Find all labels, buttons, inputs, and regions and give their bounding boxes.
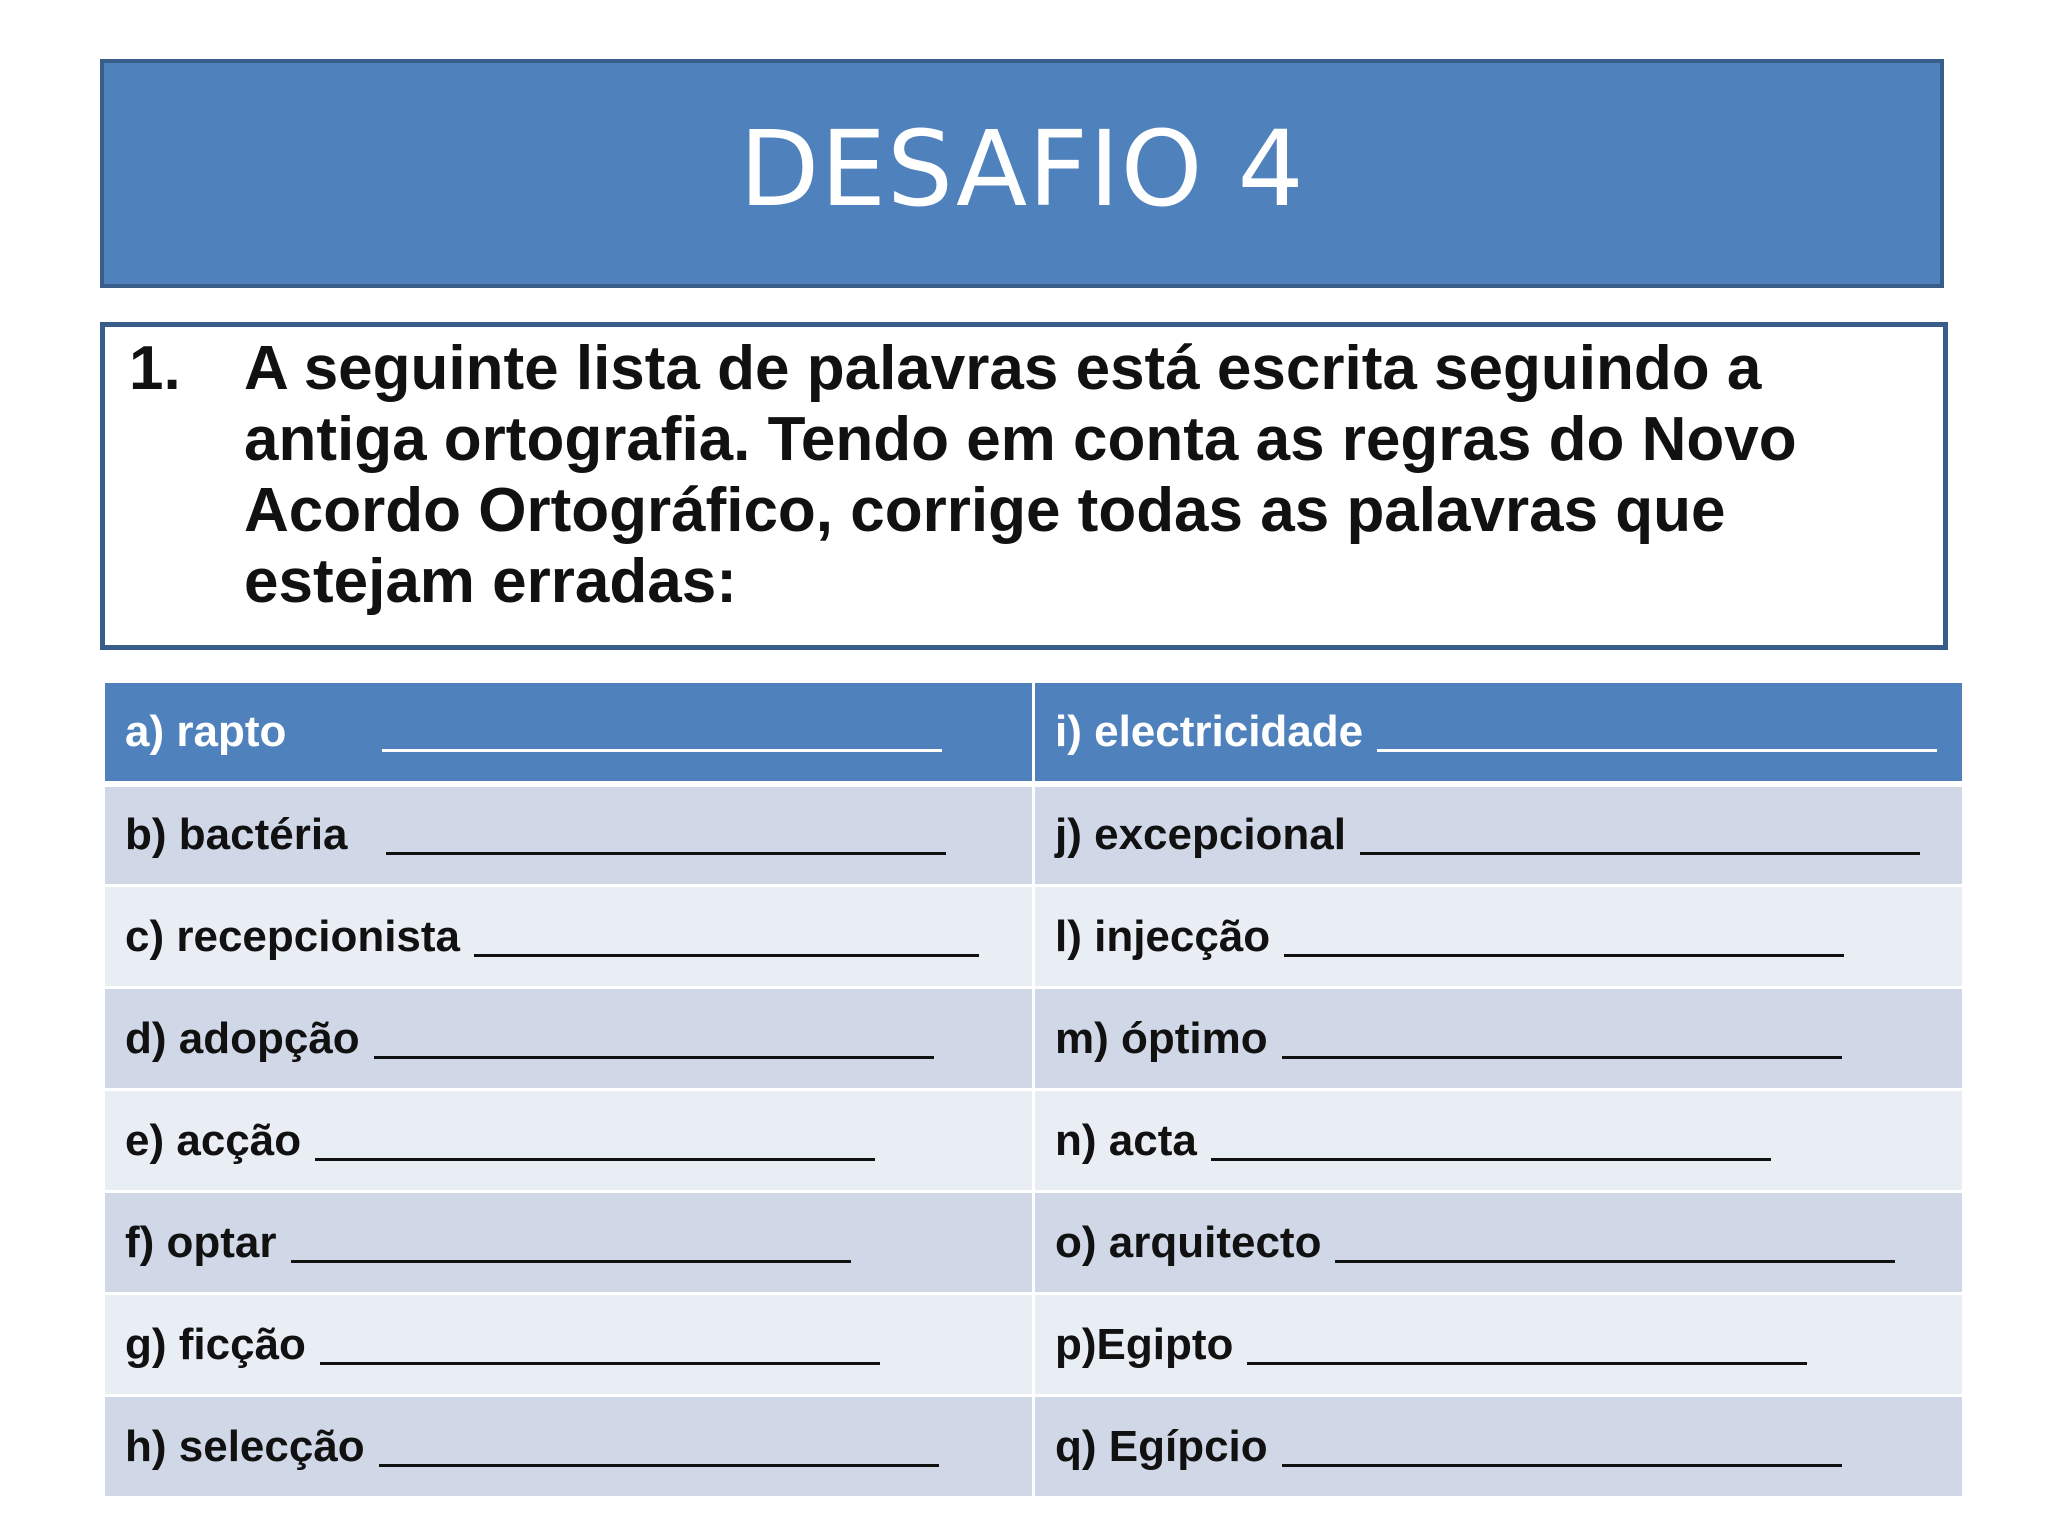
word-cell (1034, 784, 1964, 886)
question-text: A seguinte lista de palavras está escrita seguindo a antiga ortografia. Tendo em conta as regras do Novo Acordo Ortográfico, corrige todas as palavras que estejam erradas: (244, 334, 1797, 616)
word-cell (1034, 886, 1964, 988)
word-cell (1034, 1192, 1964, 1294)
answer-blank (374, 1056, 934, 1059)
question (129, 333, 1903, 617)
answer-blank (1247, 1362, 1807, 1365)
word-label: q) Egípcio (1055, 1421, 1268, 1471)
word-cell (1034, 1090, 1964, 1192)
question-box (100, 322, 1948, 650)
word-label: e) acção (125, 1115, 302, 1165)
answer-blank (386, 852, 946, 855)
table-row (104, 886, 1964, 988)
word-table (102, 680, 1965, 1499)
word-cell (104, 886, 1034, 988)
question-number: 1. (129, 334, 181, 403)
word-cell (104, 1294, 1034, 1396)
word-cell (104, 1090, 1034, 1192)
table-row (104, 1294, 1964, 1396)
word-label: m) óptimo (1055, 1013, 1268, 1063)
word-cell (104, 682, 1034, 784)
word-cell (1034, 682, 1964, 784)
word-label: j) excepcional (1055, 810, 1347, 860)
answer-blank (1284, 954, 1844, 957)
answer-blank (291, 1260, 851, 1263)
word-cell (104, 1396, 1034, 1498)
word-label: c) recepcionista (125, 911, 461, 961)
word-cell (104, 784, 1034, 886)
word-label: f) optar (125, 1217, 277, 1267)
table-row (104, 1090, 1964, 1192)
answer-blank (379, 1464, 939, 1467)
word-label: a) rapto (125, 706, 287, 756)
word-cell (104, 1192, 1034, 1294)
word-label: l) injecção (1055, 911, 1271, 961)
word-label: d) adopção (125, 1013, 360, 1063)
word-label: i) electricidade (1055, 706, 1364, 756)
answer-blank (1282, 1056, 1842, 1059)
word-label: h) selecção (125, 1421, 365, 1471)
answer-blank (315, 1158, 875, 1161)
answer-blank (382, 749, 942, 752)
answer-blank (320, 1362, 880, 1365)
slide-title: DESAFIO 4 (739, 107, 1305, 230)
answer-blank (1360, 852, 1920, 855)
table-row (104, 988, 1964, 1090)
word-label: n) acta (1055, 1115, 1197, 1165)
word-cell (104, 988, 1034, 1090)
answer-blank (1211, 1158, 1771, 1161)
word-label: g) ficção (125, 1319, 306, 1369)
table-row (104, 1192, 1964, 1294)
word-cell (1034, 1294, 1964, 1396)
title-banner (100, 59, 1944, 288)
answer-blank (1377, 749, 1937, 752)
word-label: o) arquitecto (1055, 1217, 1322, 1267)
table-row (104, 682, 1964, 784)
answer-blank (1335, 1260, 1895, 1263)
table-row (104, 1396, 1964, 1498)
word-cell (1034, 1396, 1964, 1498)
answer-blank (474, 954, 979, 957)
answer-blank (1282, 1464, 1842, 1467)
table-row (104, 784, 1964, 886)
word-label: b) bactéria (125, 810, 348, 860)
word-cell (1034, 988, 1964, 1090)
word-label: p)Egipto (1055, 1319, 1234, 1369)
